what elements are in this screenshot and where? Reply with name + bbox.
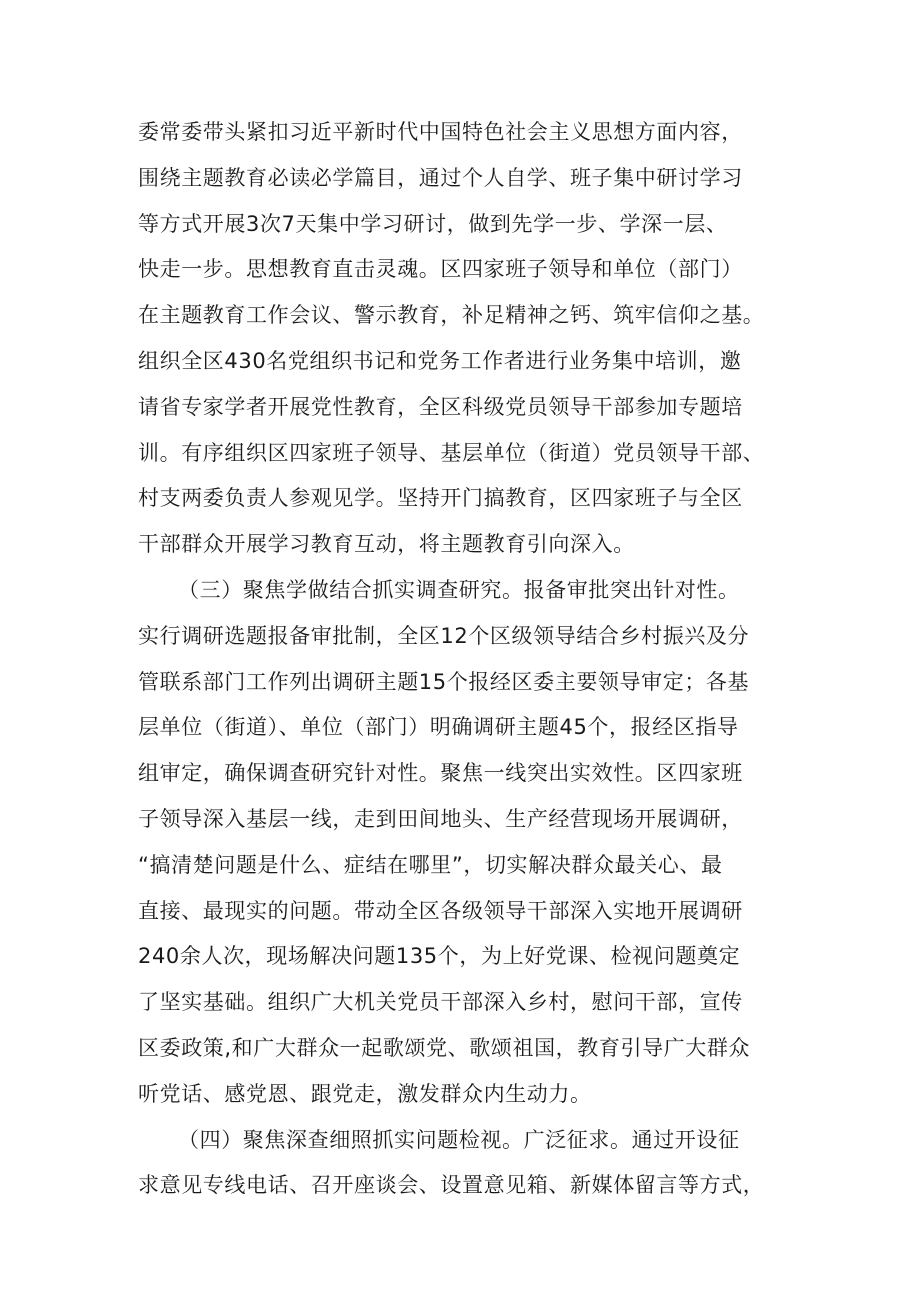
text-line: 了坚实基础。组织广大机关党员干部深入乡村，慰问干部，宣传 xyxy=(138,990,743,1015)
text-line: 快走一步。思想教育直击灵魂。区四家班子领导和单位（部门） xyxy=(138,257,743,282)
text-line: 子领导深入基层一线，走到田间地头、生产经营现场开展调研， xyxy=(138,806,743,831)
section-heading-line: （三）聚焦学做结合抓实调查研究。报备审批突出针对性。 xyxy=(178,577,740,602)
paragraph-study-education xyxy=(138,110,808,568)
text-line: 240余人次，现场解决问题135个，为上好党课、检视问题奠定 xyxy=(138,944,741,969)
document-body xyxy=(138,110,808,1209)
text-line: 训。有序组织区四家班子领导、基层单位（街道）党员领导干部、 xyxy=(138,440,765,465)
text-line: 求意见专线电话、召开座谈会、设置意见箱、新媒体留言等方式， xyxy=(138,1173,765,1198)
text-line: 村支两委负责人参观见学。坚持开门搞教育，区四家班子与全区 xyxy=(138,486,743,511)
text-line: 层单位（街道）、单位（部门）明确调研主题45个，报经区指导 xyxy=(138,715,739,740)
text-line: 直接、最现实的问题。带动全区各级领导干部深入实地开展调研 xyxy=(138,898,743,923)
text-line: 听党话、感党恩、跟党走，激发群众内生动力。 xyxy=(138,1081,592,1106)
text-line: 请省专家学者开展党性教育，全区科级党员领导干部参加专题培 xyxy=(138,394,743,419)
section-heading-line: （四）聚焦深查细照抓实问题检视。广泛征求。通过开设征 xyxy=(178,1127,740,1152)
text-line: 实行调研选题报备审批制，全区12个区级领导结合乡村振兴及分 xyxy=(138,623,750,648)
text-line: “搞清楚问题是什么、症结在哪里”，切实解决群众最关心、最 xyxy=(138,852,723,877)
paragraph-problem-inspection xyxy=(138,1118,808,1210)
paragraph-research xyxy=(138,568,808,1118)
text-line: 等方式开展3次7天集中学习研讨，做到先学一步、学深一层、 xyxy=(138,211,728,236)
text-line: 在主题教育工作会议、警示教育，补足精神之钙、筑牢信仰之基。 xyxy=(138,303,765,328)
text-line: 组织全区430名党组织书记和党务工作者进行业务集中培训，邀 xyxy=(138,348,742,373)
text-line: 委常委带头紧扣习近平新时代中国特色社会主义思想方面内容， xyxy=(138,120,743,144)
text-line: 围绕主题教育必读必学篇目，通过个人自学、班子集中研讨学习 xyxy=(138,165,743,190)
text-line: 区委政策,和广大群众一起歌颂党、歌颂祖国，教育引导广大群众 xyxy=(138,1035,751,1060)
text-line: 管联系部门工作列出调研主题15个报经区委主要领导审定；各基 xyxy=(138,669,750,694)
text-line: 组审定，确保调查研究针对性。聚焦一线突出实效性。区四家班 xyxy=(138,761,743,786)
text-line: 干部群众开展学习教育互动，将主题教育引向深入。 xyxy=(138,532,635,557)
